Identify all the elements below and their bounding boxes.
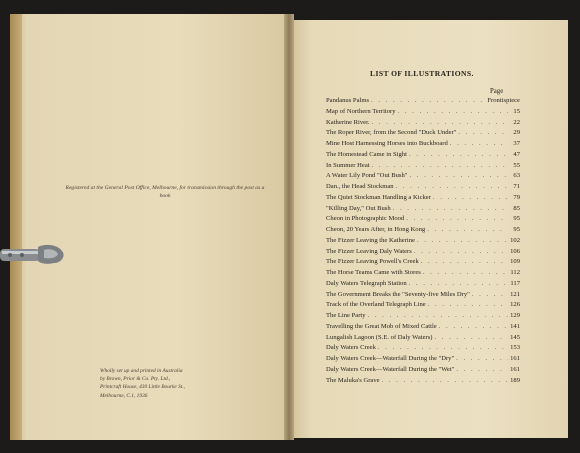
illustration-title: The Government Breaks the "Seventy-five Miles Dry" bbox=[326, 290, 470, 298]
leader-dots bbox=[409, 151, 508, 158]
illustration-title: The Maluka's Grave bbox=[326, 376, 380, 384]
illustration-title: The Line Party bbox=[326, 312, 366, 319]
leader-dots bbox=[421, 258, 508, 265]
illustration-title: A Water Lily Pond "Out Bush" bbox=[326, 172, 408, 180]
illustrations-list bbox=[326, 97, 520, 387]
illustration-title: Map of Northern Territory bbox=[326, 107, 396, 115]
illustration-page-number: 129 bbox=[510, 312, 520, 319]
illustration-title: Mine Host Harnessing Horses into Buckboard bbox=[326, 140, 448, 147]
illustration-title: Pandanus Palms bbox=[326, 97, 370, 104]
page-title: LIST OF ILLUSTRATIONS. bbox=[370, 69, 474, 78]
illustration-entry bbox=[326, 194, 520, 205]
illustration-entry bbox=[326, 248, 520, 259]
illustration-page-number: 47 bbox=[513, 150, 520, 158]
illustration-page-number: 141 bbox=[510, 322, 520, 330]
illustration-title: Cheon in Photographic Mood bbox=[326, 215, 405, 223]
illustration-entry bbox=[326, 301, 520, 312]
leader-dots bbox=[378, 344, 508, 351]
illustration-title: Cheon, 20 Years After, in Hong Kong bbox=[326, 226, 426, 233]
leader-dots bbox=[398, 108, 508, 115]
illustration-title: The Roper River, from the Second "Duck Under" bbox=[326, 129, 457, 137]
leader-dots bbox=[472, 291, 508, 298]
illustration-page-number: 63 bbox=[513, 172, 520, 180]
illustration-title: The Fizzer Leaving Powell's Creek bbox=[326, 258, 419, 266]
illustration-page-number: 112 bbox=[510, 269, 520, 276]
illustration-page-number: 95 bbox=[513, 215, 520, 223]
illustration-entry bbox=[326, 237, 520, 248]
illustration-entry bbox=[326, 291, 520, 302]
page-edges bbox=[10, 14, 22, 440]
illustration-page-number: 102 bbox=[510, 236, 520, 244]
illustration-entry bbox=[326, 280, 520, 291]
illustration-title: Track of the Overland Telegraph Line bbox=[326, 301, 426, 309]
illustration-title: Daly Waters Creek—Waterfall During the "Wet" bbox=[326, 365, 455, 373]
leader-dots bbox=[456, 366, 508, 373]
illustration-page-number: 161 bbox=[510, 365, 520, 373]
illustration-title: Daly Waters Telegraph Station bbox=[326, 279, 407, 287]
leader-dots bbox=[396, 183, 508, 190]
printer-imprint bbox=[100, 367, 210, 400]
leader-dots bbox=[428, 301, 508, 308]
leader-dots bbox=[372, 162, 508, 169]
illustration-title: The Fizzer Leaving the Katherine bbox=[326, 236, 415, 244]
illustration-entry bbox=[326, 312, 520, 323]
imprint-line: by Brown, Prior & Co. Pty. Ltd., bbox=[100, 376, 171, 383]
illustration-page-number: 145 bbox=[510, 333, 520, 341]
illustration-entry bbox=[326, 366, 520, 377]
illustration-page-number: 95 bbox=[513, 226, 520, 233]
leader-dots bbox=[434, 334, 508, 341]
illustration-page-number: Frontispiece bbox=[487, 97, 520, 104]
illustration-entry bbox=[326, 323, 520, 334]
illustration-page-number: 161 bbox=[510, 355, 520, 362]
illustration-entry bbox=[326, 258, 520, 269]
illustration-title: Travelling the Great Mob of Mixed Cattle bbox=[326, 322, 437, 330]
illustration-page-number: 109 bbox=[510, 258, 520, 266]
illustration-page-number: 55 bbox=[513, 161, 520, 169]
page-column-header: Page bbox=[490, 88, 504, 95]
illustration-entry bbox=[326, 172, 520, 183]
registration-notice: Registered at the General Post Office, Melbourne, for transmission through the post as a book bbox=[65, 185, 265, 199]
illustration-page-number: 37 bbox=[513, 140, 520, 147]
illustration-page-number: 85 bbox=[513, 204, 520, 212]
illustration-page-number: 121 bbox=[510, 290, 520, 298]
illustration-title: Katherine River. bbox=[326, 118, 370, 126]
leader-dots bbox=[368, 312, 508, 319]
illustration-title: Daly Waters Creek—Waterfall During the "Dry" bbox=[326, 355, 455, 362]
illustration-title: Dan., the Head Stockman bbox=[326, 183, 394, 190]
illustration-title: In Summer Heat bbox=[326, 161, 370, 169]
book-gutter bbox=[284, 14, 294, 440]
illustration-entry bbox=[326, 162, 520, 173]
leader-dots bbox=[393, 205, 508, 212]
leader-dots bbox=[423, 269, 508, 276]
illustration-title: The Quiet Stockman Handling a Kicker bbox=[326, 193, 431, 201]
illustration-entry bbox=[326, 355, 520, 366]
illustration-title: "Killing Day," Out Bush bbox=[326, 204, 391, 212]
leader-dots bbox=[371, 97, 485, 104]
illustration-entry bbox=[326, 108, 520, 119]
illustration-page-number: 189 bbox=[510, 376, 520, 384]
illustration-entry bbox=[326, 140, 520, 151]
leader-dots bbox=[439, 323, 508, 330]
leader-dots bbox=[409, 280, 508, 287]
illustration-page-number: 22 bbox=[513, 118, 520, 126]
leader-dots bbox=[417, 237, 508, 244]
illustration-page-number: 15 bbox=[513, 107, 520, 115]
illustration-page-number: 126 bbox=[510, 301, 520, 309]
illustration-title: Daly Waters Creek bbox=[326, 344, 376, 352]
leader-dots bbox=[427, 226, 508, 233]
illustration-entry bbox=[326, 183, 520, 194]
illustration-entry bbox=[326, 226, 520, 237]
leader-dots bbox=[372, 119, 508, 126]
imprint-line: Wholly set up and printed in Australia bbox=[100, 368, 183, 374]
illustration-title: The Homestead Came in Sight bbox=[326, 150, 407, 158]
illustration-entry bbox=[326, 215, 520, 226]
illustration-page-number: 79 bbox=[513, 193, 520, 201]
illustration-page-number: 71 bbox=[513, 183, 520, 190]
illustration-title: The Fizzer Leaving Daly Waters bbox=[326, 247, 412, 255]
illustration-page-number: 106 bbox=[510, 247, 520, 255]
leader-dots bbox=[414, 248, 508, 255]
illustration-entry bbox=[326, 129, 520, 140]
illustration-title: Lungalish Lagoon (S.E. of Daly Waters) bbox=[326, 333, 433, 341]
leader-dots bbox=[433, 194, 508, 201]
illustration-entry bbox=[326, 344, 520, 355]
illustration-entry bbox=[326, 334, 520, 345]
imprint-line: Melbourne, C.1, 1936 bbox=[100, 392, 148, 399]
illustration-entry bbox=[326, 119, 520, 130]
illustration-page-number: 153 bbox=[510, 344, 520, 352]
illustration-entry bbox=[326, 97, 520, 108]
leader-dots bbox=[382, 377, 508, 384]
leader-dots bbox=[409, 172, 508, 179]
metal-clip-icon bbox=[0, 241, 70, 269]
leader-dots bbox=[450, 140, 508, 147]
illustration-title: The Horse Teams Came with Stores bbox=[326, 269, 421, 276]
leader-dots bbox=[456, 355, 508, 362]
illustration-entry bbox=[326, 377, 520, 388]
imprint-line: Printcraft House, 430 Little Bourke St., bbox=[100, 384, 186, 391]
illustration-entry bbox=[326, 205, 520, 216]
illustration-page-number: 29 bbox=[513, 129, 520, 137]
illustration-page-number: 117 bbox=[510, 279, 520, 287]
illustration-entry bbox=[326, 269, 520, 280]
leader-dots bbox=[406, 215, 508, 222]
illustration-entry bbox=[326, 151, 520, 162]
leader-dots bbox=[458, 129, 508, 136]
